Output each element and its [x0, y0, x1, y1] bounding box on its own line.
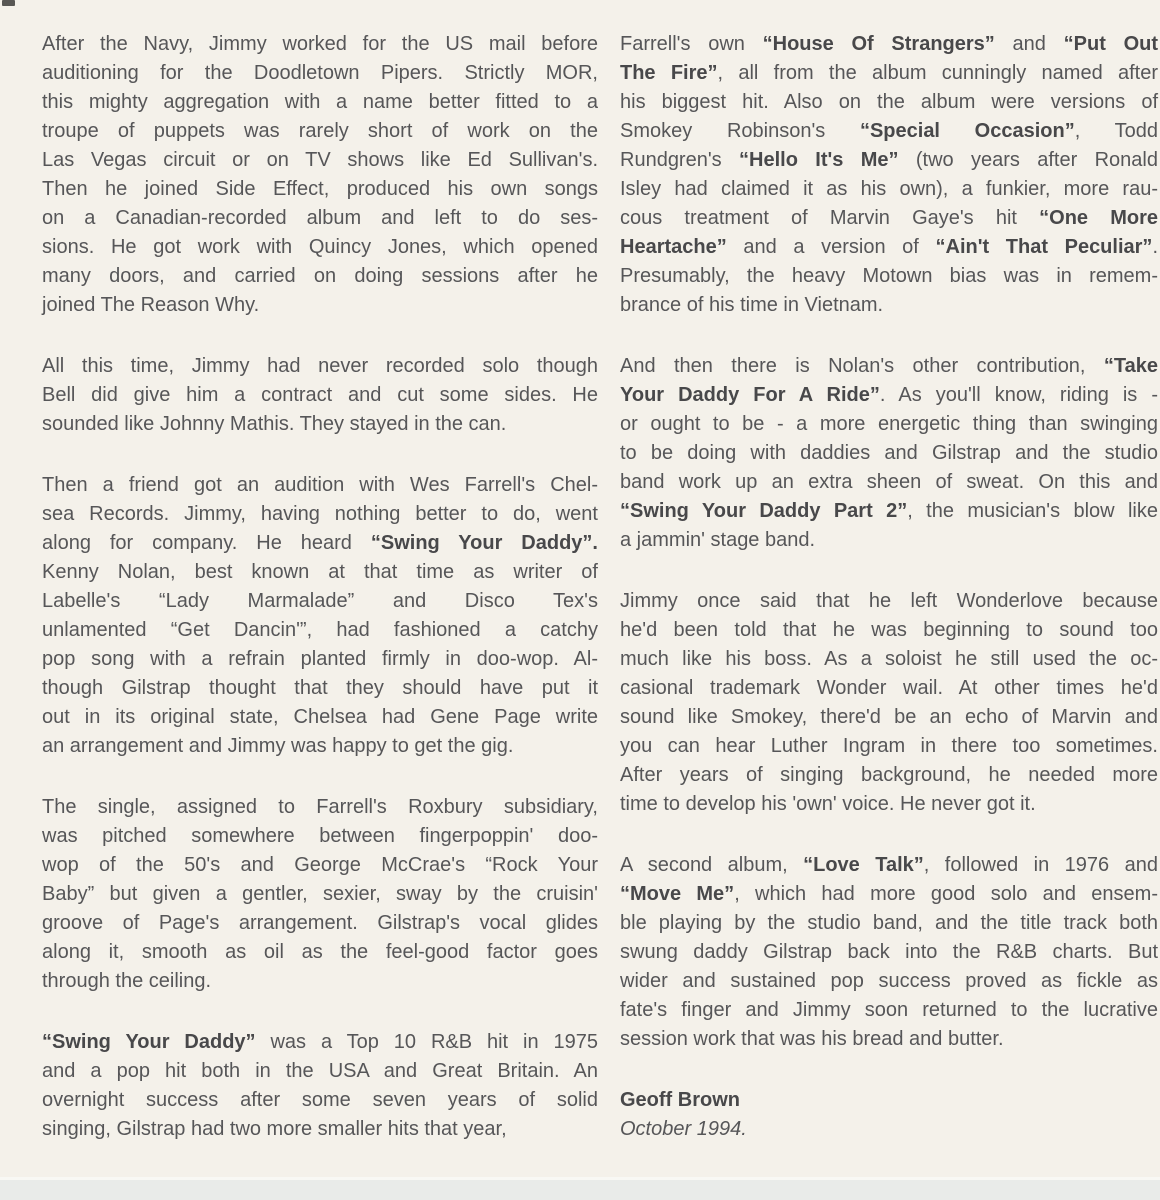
text-line — [620, 761, 1158, 790]
body-text: or ought to be - a more energetic thing than swinging — [620, 413, 1158, 435]
paragraph — [42, 471, 598, 761]
body-text: And then there is Nolan's other contribution, — [620, 355, 1104, 377]
bold-song-title: “Put Out — [1063, 33, 1159, 55]
text-line — [42, 967, 598, 996]
text-line — [620, 88, 1158, 117]
body-text: Rundgren's — [620, 149, 740, 171]
text-line — [42, 352, 598, 381]
paragraph — [42, 793, 598, 996]
body-text: ble playing by the studio band, and the title track both — [620, 912, 1158, 934]
text-line — [620, 381, 1158, 410]
text-line — [620, 262, 1158, 291]
paragraph — [620, 352, 1158, 555]
body-text: Smokey Robinson's — [620, 120, 860, 142]
bold-song-title: “Swing Your Daddy”. — [370, 532, 598, 554]
body-text: to be doing with daddies and Gilstrap and the studio — [620, 442, 1158, 464]
body-text: singing, Gilstrap had two more smaller hits that year, — [42, 1118, 507, 1140]
liner-notes-left-column — [42, 30, 598, 1176]
paragraph — [620, 851, 1158, 1054]
body-text: joined The Reason Why. — [42, 294, 260, 316]
text-line — [42, 587, 598, 616]
liner-notes-right-column — [620, 30, 1158, 1176]
body-text: casional trademark Wonder wail. At other times he'd — [620, 677, 1158, 699]
body-text: unlamented “Get Dancin'”, had fashioned a catchy — [42, 619, 598, 641]
text-line — [620, 204, 1158, 233]
text-line — [42, 793, 598, 822]
text-line — [620, 909, 1158, 938]
text-line — [42, 500, 598, 529]
body-text: . As you'll know, riding is - — [879, 384, 1159, 406]
bold-song-title: Your Daddy For A Ride” — [620, 384, 880, 406]
text-line — [620, 146, 1158, 175]
body-text: A second album, — [620, 854, 804, 876]
text-line — [42, 674, 598, 703]
text-line — [620, 468, 1158, 497]
text-line — [620, 616, 1158, 645]
body-text: overnight success after some seven years of solid — [42, 1089, 598, 1111]
text-line — [42, 1028, 598, 1057]
body-text: Bell did give him a contract and cut some sides. He — [42, 384, 598, 406]
text-line — [620, 703, 1158, 732]
text-line — [620, 674, 1158, 703]
text-line — [620, 439, 1158, 468]
body-text: Isley had claimed it as his own), a funkier, more rau- — [620, 178, 1158, 200]
text-line — [620, 880, 1158, 909]
body-text: cous treatment of Marvin Gaye's hit — [620, 207, 1040, 229]
text-line — [620, 233, 1158, 262]
body-text: band work up an extra sheen of sweat. On this and — [620, 471, 1158, 493]
body-text: along it, smooth as oil as the feel-good factor goes — [42, 941, 598, 963]
body-text: a jammin' stage band. — [620, 529, 816, 551]
text-line — [620, 352, 1158, 381]
bold-song-title: “Love Talk” — [803, 854, 924, 876]
text-line — [42, 1086, 598, 1115]
body-text: After years of singing background, he needed more — [620, 764, 1158, 786]
italic-text: October 1994. — [620, 1118, 747, 1140]
body-text: , Todd — [1074, 120, 1158, 142]
body-text: wop of the 50's and George McCrae's “Rock Your — [42, 854, 598, 876]
text-line — [42, 529, 598, 558]
paragraph — [620, 30, 1158, 320]
body-text: Jimmy once said that he left Wonderlove because — [620, 590, 1158, 612]
text-line — [42, 645, 598, 674]
text-line — [620, 790, 1158, 819]
bold-song-title: “One More — [1039, 207, 1158, 229]
body-text: , followed in 1976 and — [923, 854, 1158, 876]
body-text: Baby” but given a gentler, sexier, sway by the cruisin' — [42, 883, 598, 905]
text-line — [42, 851, 598, 880]
paragraph — [42, 1028, 598, 1144]
text-line — [42, 204, 598, 233]
body-text: sea Records. Jimmy, having nothing better to do, went — [42, 503, 598, 525]
body-text: along for company. He heard — [42, 532, 371, 554]
body-text: on a Canadian-recorded album and left to do ses- — [42, 207, 598, 229]
text-line — [42, 233, 598, 262]
paragraph — [42, 30, 598, 320]
text-line — [42, 1115, 598, 1144]
text-line — [620, 291, 1158, 320]
bold-song-title: Geoff Brown — [620, 1089, 740, 1111]
body-text: sions. He got work with Quincy Jones, which opened — [42, 236, 598, 258]
text-line — [42, 909, 598, 938]
text-line — [620, 410, 1158, 439]
body-text: brance of his time in Vietnam. — [620, 294, 884, 316]
body-text: sound like Smokey, there'd be an echo of Marvin and — [620, 706, 1158, 728]
text-line — [42, 30, 598, 59]
body-text: swung daddy Gilstrap back into the R&B charts. But — [620, 941, 1158, 963]
body-text: much like his boss. As a soloist he still used the oc- — [620, 648, 1158, 670]
body-text: , the musician's blow like — [907, 500, 1158, 522]
text-line — [42, 59, 598, 88]
body-text: pop song with a refrain planted firmly in doo-wop. Al- — [42, 648, 598, 670]
body-text: through the ceiling. — [42, 970, 212, 992]
text-line — [42, 410, 598, 439]
body-text: , which had more good solo and ensem- — [734, 883, 1158, 905]
body-text: he'd been told that he was beginning to sound too — [620, 619, 1158, 641]
body-text: , all from the album cunningly named after — [717, 62, 1158, 84]
body-text: Then he joined Side Effect, produced his own songs — [42, 178, 598, 200]
text-line — [42, 616, 598, 645]
body-text: Farrell's own — [620, 33, 763, 55]
bold-song-title: Heartache” — [620, 236, 727, 258]
body-text: and a pop hit both in the USA and Great Britain. An — [42, 1060, 598, 1082]
body-text: Kenny Nolan, best known at that time as writer of — [42, 561, 598, 583]
text-line — [620, 851, 1158, 880]
body-text: After the Navy, Jimmy worked for the US mail before — [42, 33, 598, 55]
scan-page-edge — [0, 1177, 1160, 1200]
body-text: troupe of puppets was rarely short of work on the — [42, 120, 598, 142]
text-line — [620, 1086, 1158, 1115]
body-text: though Gilstrap thought that they should have put it — [42, 677, 598, 699]
body-text: his biggest hit. Also on the album were versions of — [620, 91, 1158, 113]
text-line — [42, 822, 598, 851]
body-text: and a version of — [726, 236, 936, 258]
body-text: All this time, Jimmy had never recorded solo though — [42, 355, 598, 377]
bold-song-title: “Swing Your Daddy Part 2” — [620, 500, 908, 522]
text-line — [620, 30, 1158, 59]
text-line — [42, 117, 598, 146]
body-text: . — [1152, 236, 1158, 258]
body-text: you can hear Luther Ingram in there too sometimes. — [620, 735, 1158, 757]
text-line — [42, 88, 598, 117]
body-text: Then a friend got an audition with Wes Farrell's Chel- — [42, 474, 598, 496]
text-line — [620, 587, 1158, 616]
text-line — [620, 497, 1158, 526]
bold-song-title: “Special Occasion” — [859, 120, 1075, 142]
bold-song-title: “Ain't That Peculiar” — [935, 236, 1153, 258]
body-text: Las Vegas circuit or on TV shows like Ed Sullivan's. — [42, 149, 598, 171]
body-text: auditioning for the Doodletown Pipers. Strictly MOR, — [42, 62, 598, 84]
body-text: sounded like Johnny Mathis. They stayed in the can. — [42, 413, 507, 435]
bold-song-title: “Hello It's Me” — [739, 149, 899, 171]
text-line — [42, 880, 598, 909]
text-line — [42, 262, 598, 291]
body-text: The single, assigned to Farrell's Roxbury subsidiary, — [42, 796, 598, 818]
text-line — [42, 1057, 598, 1086]
text-line — [620, 996, 1158, 1025]
text-line — [42, 175, 598, 204]
text-line — [42, 938, 598, 967]
body-text: many doors, and carried on doing sessions after he — [42, 265, 598, 287]
body-text: session work that was his bread and butter. — [620, 1028, 1004, 1050]
bold-song-title: “House Of Strangers” — [762, 33, 995, 55]
text-line — [42, 732, 598, 761]
body-text: fate's finger and Jimmy soon returned to the lucrative — [620, 999, 1158, 1021]
body-text: and — [994, 33, 1064, 55]
body-text: was a Top 10 R&B hit in 1975 — [255, 1031, 599, 1053]
body-text: (two years after Ronald — [898, 149, 1158, 171]
text-line — [42, 558, 598, 587]
bold-song-title: “Swing Your Daddy” — [42, 1031, 256, 1053]
text-line — [620, 938, 1158, 967]
text-line — [620, 1115, 1158, 1144]
body-text: Presumably, the heavy Motown bias was in remem- — [620, 265, 1158, 287]
paragraph — [42, 352, 598, 439]
scan-artifact-speck — [2, 0, 15, 6]
body-text: an arrangement and Jimmy was happy to get the gig. — [42, 735, 514, 757]
text-line — [620, 1025, 1158, 1054]
body-text: groove of Page's arrangement. Gilstrap's vocal glides — [42, 912, 598, 934]
body-text: Labelle's “Lady Marmalade” and Disco Tex's — [42, 590, 598, 612]
text-line — [620, 117, 1158, 146]
text-line — [42, 471, 598, 500]
body-text: this mighty aggregation with a name better fitted to a — [42, 91, 598, 113]
text-line — [620, 732, 1158, 761]
text-line — [620, 526, 1158, 555]
body-text: wider and sustained pop success proved as fickle as — [620, 970, 1158, 992]
text-line — [42, 291, 598, 320]
body-text: was pitched somewhere between fingerpoppin' doo- — [42, 825, 598, 847]
bold-song-title: The Fire” — [620, 62, 718, 84]
bold-song-title: “Move Me” — [620, 883, 735, 905]
signature-block — [620, 1086, 1158, 1144]
text-line — [42, 703, 598, 732]
text-line — [620, 59, 1158, 88]
text-line — [42, 381, 598, 410]
text-line — [620, 645, 1158, 674]
body-text: time to develop his 'own' voice. He never got it. — [620, 793, 1036, 815]
text-line — [620, 967, 1158, 996]
text-line — [620, 175, 1158, 204]
bold-song-title: “Take — [1103, 355, 1158, 377]
body-text: out in its original state, Chelsea had Gene Page write — [42, 706, 598, 728]
text-line — [42, 146, 598, 175]
paragraph — [620, 587, 1158, 819]
